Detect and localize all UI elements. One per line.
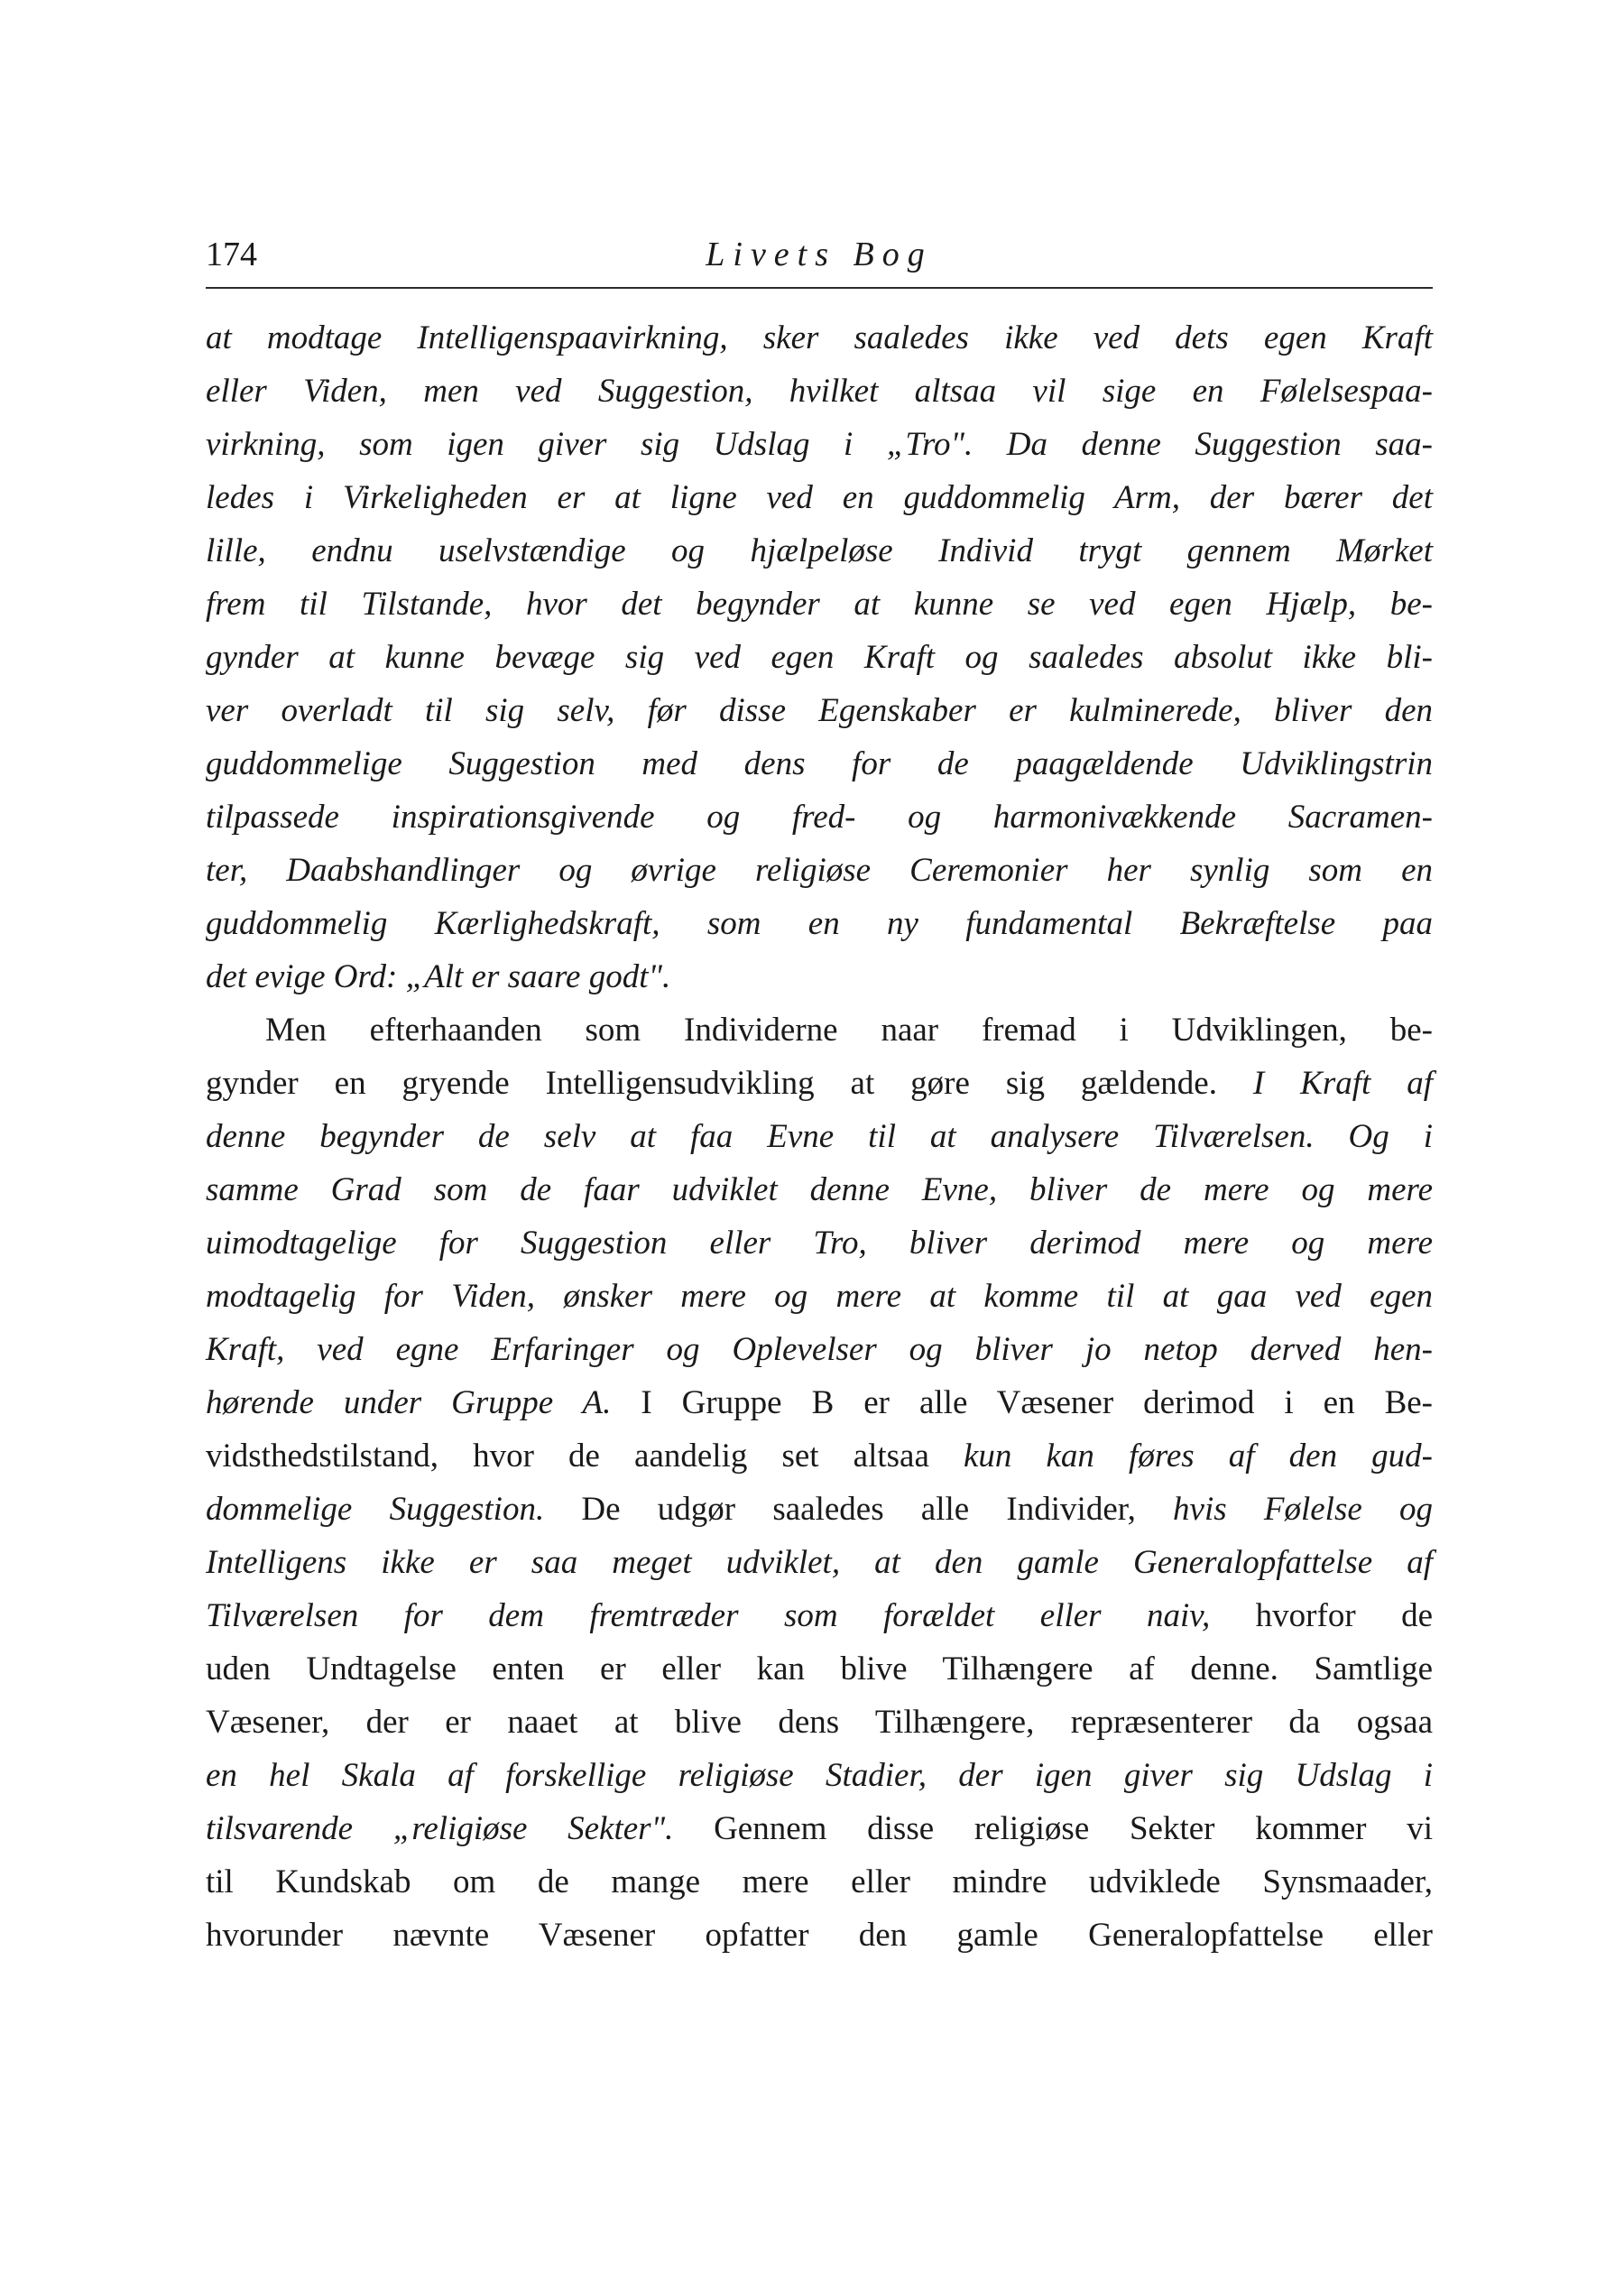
text-line [206,844,1433,897]
text-line [206,365,1433,418]
header-rule [206,287,1433,289]
italic-text: dommelige Suggestion. [206,1491,545,1528]
italic-text: samme Grad som de faar udviklet denne Evne, bliver de mere og mere [206,1171,1433,1208]
italic-text: kun kan føres af den gud- [963,1438,1433,1475]
text-line [206,1003,1433,1057]
text-line [206,1642,1433,1696]
italic-text: denne begynder de selv at faa Evne til at analysere Tilværelsen. Og i [206,1118,1433,1155]
text-line [206,311,1433,365]
body-text [206,311,1433,1962]
text-line [206,950,1433,1003]
italic-text: tilsvarende „religiøse Sekter". [206,1810,674,1847]
text-line [206,1057,1433,1110]
text-line [206,418,1433,471]
italic-text: hvis Følelse og [1173,1491,1433,1528]
roman-text: vidsthedstilstand, hvor de aandelig set altsaa [206,1438,964,1475]
roman-text: hvorunder nævnte Væsener opfatter den gamle Generalopfattelse eller [206,1917,1433,1954]
italic-text: I Kraft af [1252,1065,1433,1102]
text-line [206,1323,1433,1376]
italic-text: gynder at kunne bevæge sig ved egen Kraft og saaledes absolut ikke bli- [206,639,1433,676]
text-line [206,471,1433,524]
text-line [206,1483,1433,1536]
italic-text: en hel Skala af forskellige religiøse Stadier, der igen giver sig Udslag i [206,1757,1433,1794]
roman-text: Gennem disse religiøse Sekter kommer vi [673,1810,1433,1847]
italic-text: guddommelige Suggestion med dens for de paagældende Udviklingstrin [206,745,1433,782]
roman-text: Men efterhaanden som Individerne naar fremad i Udviklingen, be- [265,1012,1433,1049]
italic-text: guddommelig Kærlighedskraft, som en ny fundamental Bekræftelse paa [206,905,1433,942]
text-line [206,1429,1433,1483]
italic-text: hørende under Gruppe A. [206,1384,612,1421]
text-line [206,578,1433,631]
roman-text: til Kundskab om de mange mere eller mindre udviklede Synsmaader, [206,1863,1433,1900]
italic-text: tilpassede inspirationsgivende og fred- og harmonivækkende Sacramen- [206,799,1433,836]
italic-text: modtagelig for Viden, ønsker mere og mere at komme til at gaa ved egen [206,1278,1433,1315]
roman-text: hvorfor de [1210,1597,1433,1634]
roman-text: I Gruppe B er alle Væsener derimod i en Be- [611,1384,1433,1421]
italic-text: frem til Tilstande, hvor det begynder at kunne se ved egen Hjælp, be- [206,586,1433,623]
italic-text: virkning, som igen giver sig Udslag i „Tro". Da denne Suggestion saa- [206,426,1433,463]
roman-text: uden Undtagelse enten er eller kan blive Tilhængere af denne. Samtlige [206,1650,1433,1687]
italic-text: Kraft, ved egne Erfaringer og Oplevelser og bliver jo netop derved hen- [206,1331,1433,1368]
paragraph [206,311,1433,1003]
text-line [206,1376,1433,1429]
text-line [206,524,1433,578]
roman-text: Væsener, der er naaet at blive dens Tilhængere, repræsenterer da ogsaa [206,1704,1433,1741]
running-title: Livets Bog [706,236,933,273]
italic-text: ver overladt til sig selv, før disse Egenskaber er kulminerede, bliver den [206,692,1433,729]
text-line [206,1909,1433,1962]
italic-text: Tilværelsen for dem fremtræder som forældet eller naiv, [206,1597,1211,1634]
italic-text: ter, Daabshandlinger og øvrige religiøse Ceremonier her synlig som en [206,852,1433,889]
text-line [206,897,1433,950]
running-head [206,227,1433,282]
page-number: 174 [206,236,257,273]
text-line [206,737,1433,791]
roman-text: De udgør saaledes alle Individer, [544,1491,1174,1528]
text-line [206,1270,1433,1323]
paragraph [206,1003,1433,1962]
text-line [206,1110,1433,1163]
italic-text: at modtage Intelligenspaavirkning, sker saaledes ikke ved dets egen Kraft [206,319,1433,356]
text-line [206,684,1433,737]
text-line [206,1536,1433,1589]
italic-text: Intelligens ikke er saa meget udviklet, at den gamle Generalopfattelse af [206,1544,1433,1581]
italic-text: det evige Ord: „Alt er saare godt". [206,958,671,995]
italic-text: uimodtagelige for Suggestion eller Tro, bliver derimod mere og mere [206,1225,1433,1262]
roman-text: gynder en gryende Intelligensudvikling at gøre sig gældende. [206,1065,1253,1102]
text-line [206,1216,1433,1270]
text-line [206,631,1433,684]
text-line [206,1749,1433,1802]
text-line [206,791,1433,844]
italic-text: ledes i Virkeligheden er at ligne ved en guddommelig Arm, der bærer det [206,479,1433,516]
italic-text: eller Viden, men ved Suggestion, hvilket altsaa vil sige en Følelsespaa- [206,373,1433,410]
text-line [206,1855,1433,1909]
text-line [206,1589,1433,1642]
text-line [206,1802,1433,1855]
italic-text: lille, endnu uselvstændige og hjælpeløse Individ trygt gennem Mørket [206,532,1433,569]
text-line [206,1163,1433,1216]
text-line [206,1696,1433,1749]
